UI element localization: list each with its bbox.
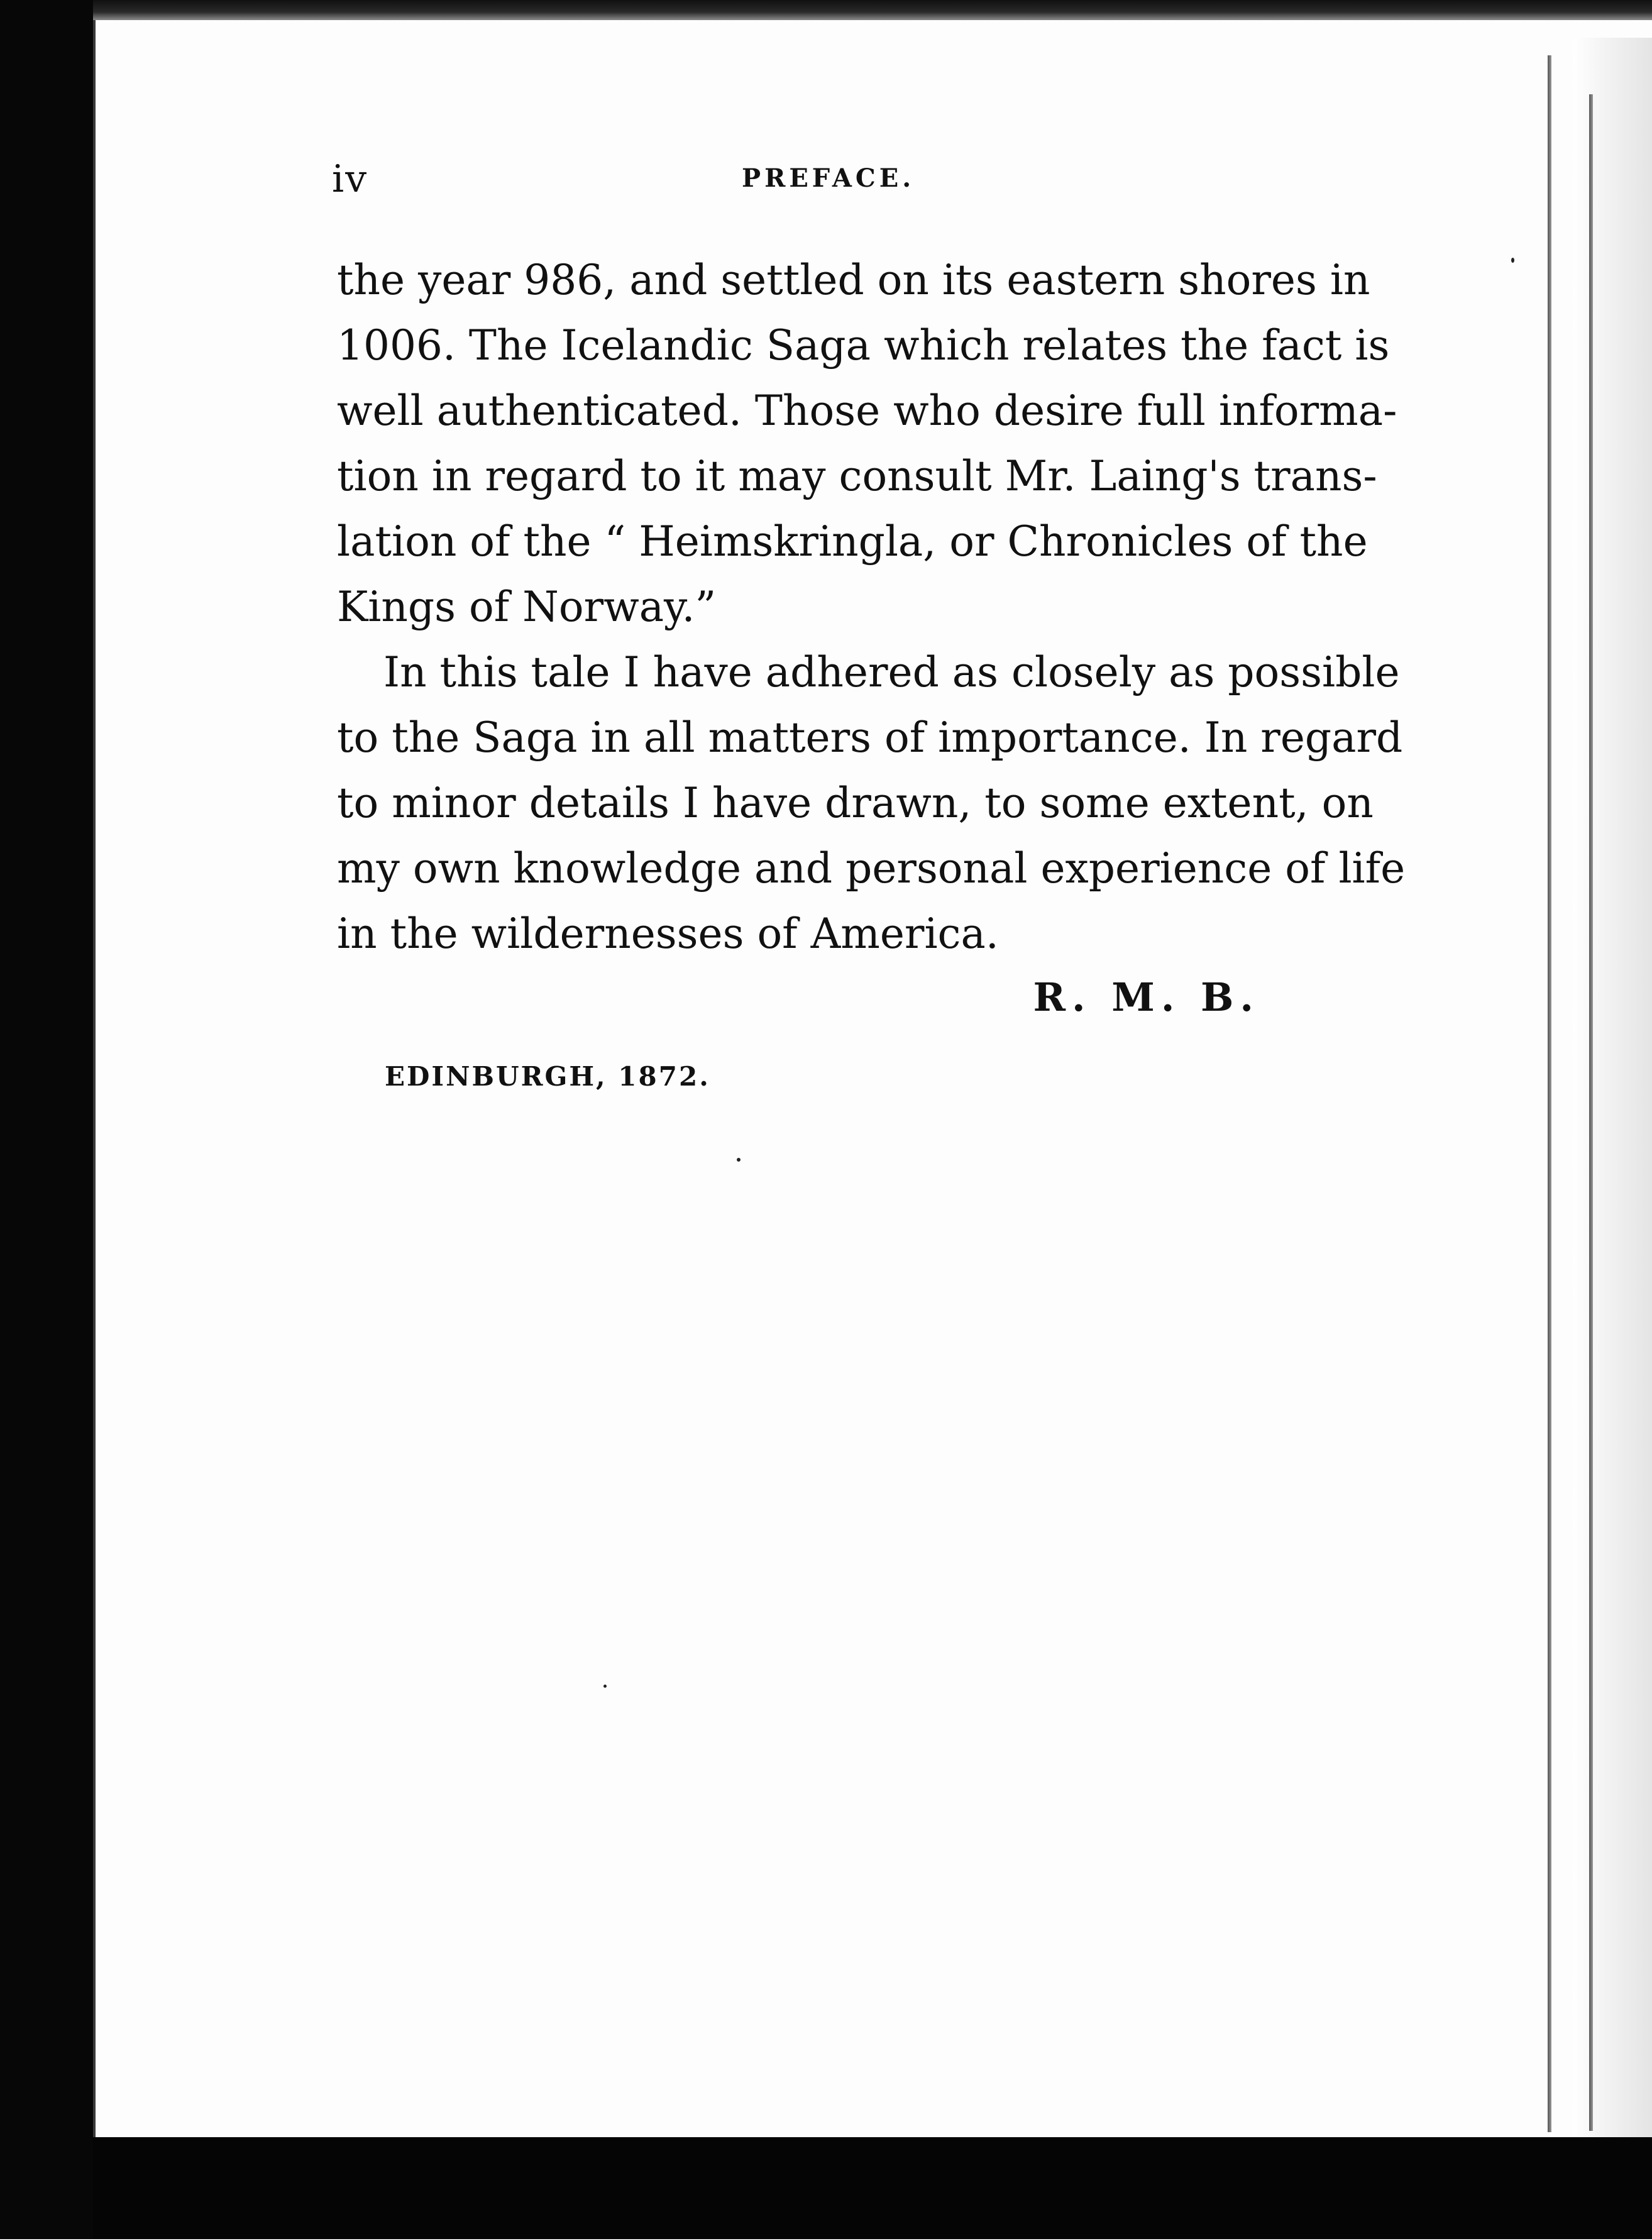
scan-speck	[737, 1158, 741, 1162]
paragraph-1	[337, 248, 1397, 640]
text-line: Kings of Norway.”	[337, 583, 717, 631]
scan-border-top	[93, 0, 1652, 20]
text-line: tion in regard to it may consult Mr. Laing's trans-	[337, 452, 1377, 500]
running-head: PREFACE.	[742, 163, 915, 193]
scan-border-bottom	[93, 2137, 1652, 2239]
scan-speck	[1511, 258, 1514, 263]
text-line: in the wildernesses of America.	[337, 910, 999, 958]
page-edge-line	[1548, 55, 1551, 2132]
author-initials: R. M. B.	[1033, 974, 1260, 1020]
next-page-edge	[1573, 38, 1652, 2137]
text-line: to minor details I have drawn, to some extent, on	[337, 779, 1374, 827]
page-number: iv	[332, 157, 368, 201]
place-and-date: EDINBURGH, 1872.	[385, 1061, 710, 1092]
paragraph-2	[337, 640, 1406, 967]
text-line: to the Saga in all matters of importance. In regard	[337, 713, 1403, 762]
text-line: the year 986, and settled on its eastern shores in	[337, 256, 1370, 304]
text-line: In this tale I have adhered as closely as possible	[383, 648, 1400, 696]
scan-border-left	[0, 0, 93, 2239]
page-edge-line	[1589, 94, 1593, 2131]
text-line: lation of the “ Heimskringla, or Chronicles of the	[337, 517, 1368, 566]
text-line: well authenticated. Those who desire full informa-	[337, 387, 1397, 435]
scan-speck	[603, 1685, 607, 1688]
text-line: 1006. The Icelandic Saga which relates the fact is	[337, 321, 1390, 370]
text-line: my own knowledge and personal experience of life	[337, 844, 1406, 893]
